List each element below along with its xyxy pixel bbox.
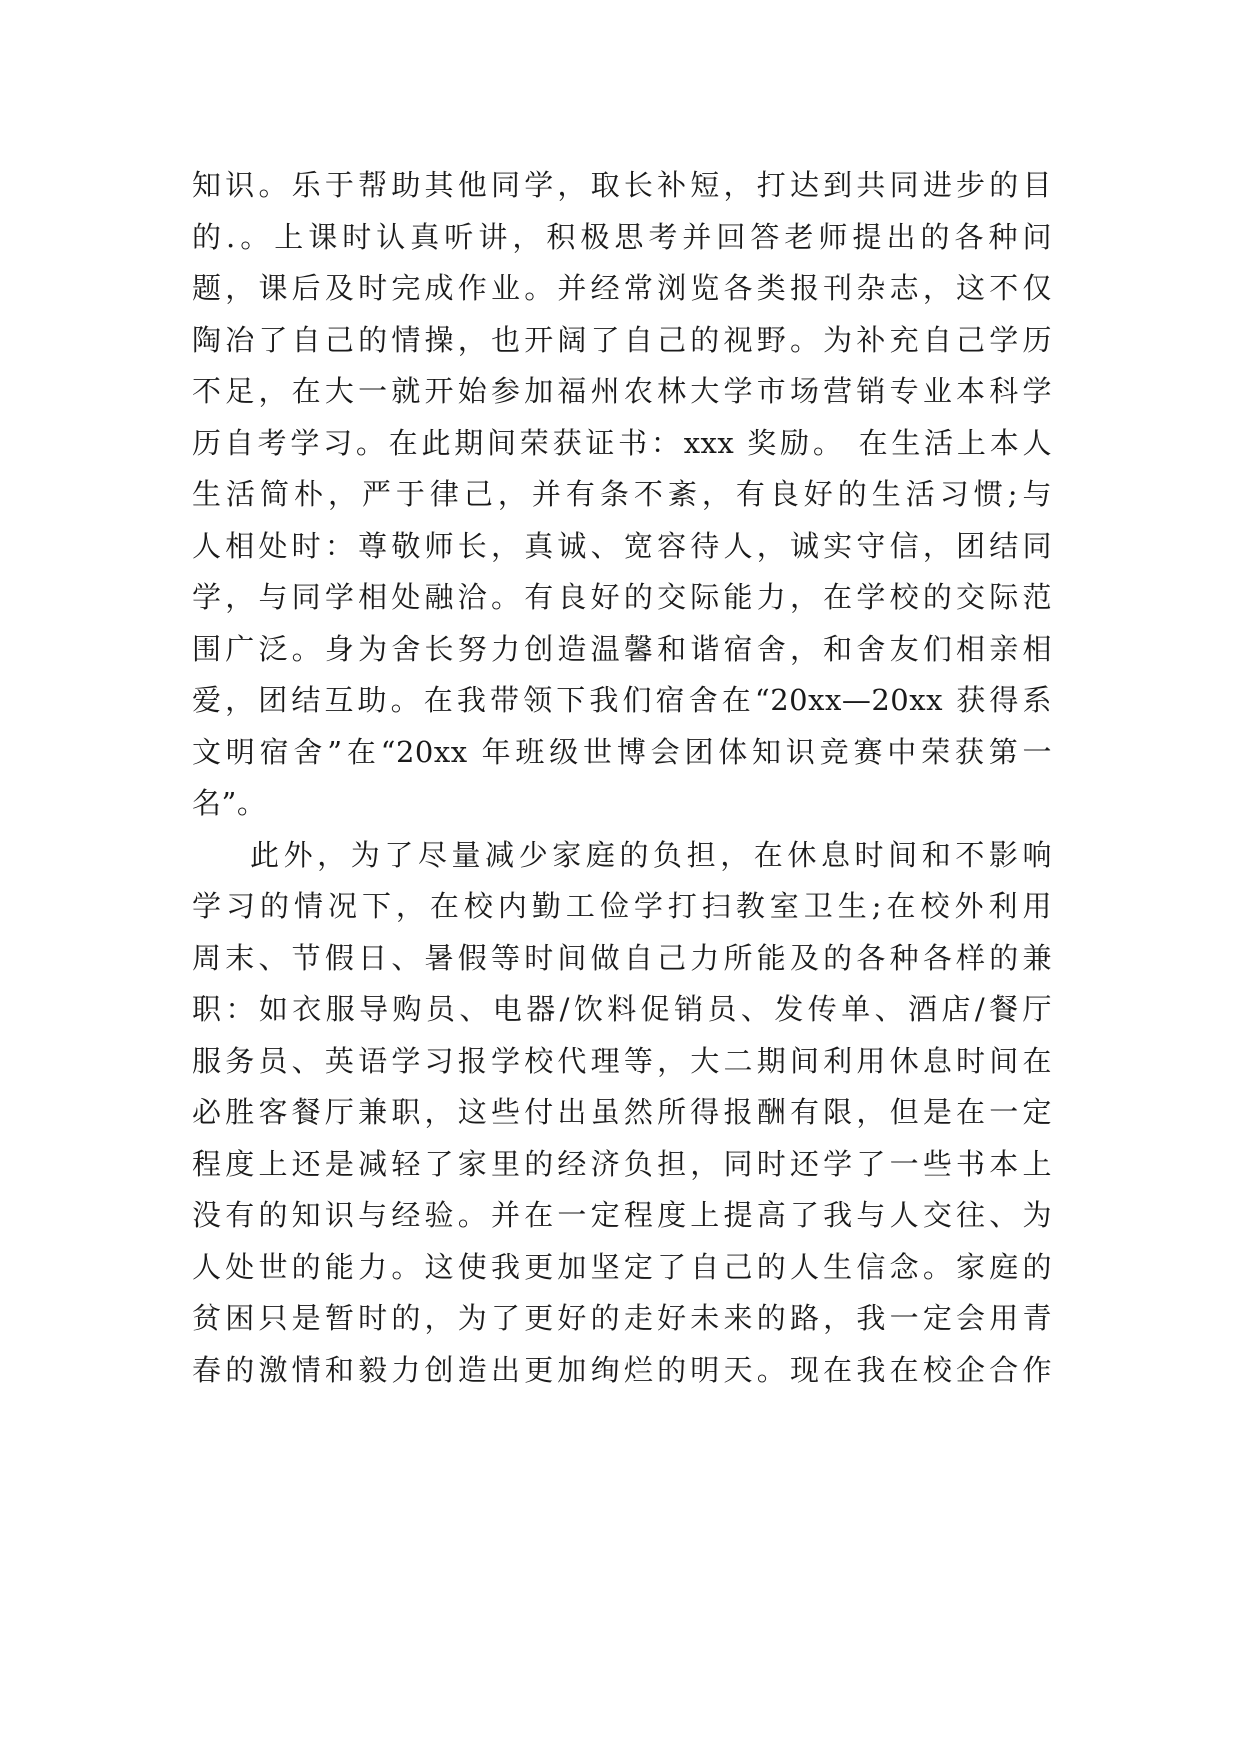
paragraph-1 [192, 160, 1052, 830]
text-line: 春的激情和毅力创造出更加绚烂的明天。现在我在校企合作 [192, 1352, 1052, 1387]
text-line: 的.。上课时认真听讲，积极思考并回答老师提出的各种问 [192, 219, 1052, 254]
text-line: 历自考学习。在此期间荣获证书：xxx 奖励。 在生活上本人 [192, 425, 1052, 460]
text-line: 名”。 [192, 786, 267, 820]
text-line: 学，与同学相处融洽。有良好的交际能力，在学校的交际范 [192, 580, 1052, 614]
document-body [192, 160, 1052, 1396]
text-line: 贫困只是暂时的，为了更好的走好未来的路，我一定会用青 [192, 1301, 1052, 1335]
text-line: 此外，为了尽量减少家庭的负担，在休息时间和不影响 [250, 837, 1052, 872]
text-line: 题，课后及时完成作业。并经常浏览各类报刊杂志，这不仅 [192, 271, 1052, 305]
text-line: 人相处时：尊敬师长，真诚、宽容待人，诚实守信，团结同 [192, 528, 1052, 563]
text-line: 围广泛。身为舍长努力创造温馨和谐宿舍，和舍友们相亲相 [192, 631, 1052, 666]
text-line: 爱，团结互助。在我带领下我们宿舍在“20xx—20xx 获得系 [192, 683, 1052, 717]
text-line: 必胜客餐厅兼职，这些付出虽然所得报酬有限，但是在一定 [192, 1095, 1052, 1129]
text-line: 人处世的能力。这使我更加坚定了自己的人生信念。家庭的 [192, 1249, 1052, 1284]
text-line: 文明宿舍”在“20xx 年班级世博会团体知识竞赛中荣获第一 [192, 734, 1052, 769]
text-line: 知识。乐于帮助其他同学，取长补短，打达到共同进步的目 [192, 168, 1052, 202]
text-line: 陶冶了自己的情操，也开阔了自己的视野。为补充自己学历 [192, 322, 1052, 357]
text-line: 没有的知识与经验。并在一定程度上提高了我与人交往、为 [192, 1198, 1052, 1232]
text-line: 职：如衣服导购员、电器/饮料促销员、发传单、酒店/餐厅 [192, 992, 1052, 1026]
text-line: 生活简朴，严于律己，并有条不紊，有良好的生活习惯;与 [192, 477, 1052, 511]
text-line: 学习的情况下，在校内勤工俭学打扫教室卫生;在校外利用 [192, 889, 1052, 923]
text-line: 不足，在大一就开始参加福州农林大学市场营销专业本科学 [192, 374, 1052, 408]
text-line: 周末、节假日、暑假等时间做自己力所能及的各种各样的兼 [192, 940, 1052, 975]
text-line: 服务员、英语学习报学校代理等，大二期间利用休息时间在 [192, 1043, 1052, 1078]
text-line: 程度上还是减轻了家里的经济负担，同时还学了一些书本上 [192, 1146, 1052, 1181]
paragraph-2 [192, 830, 1052, 1397]
